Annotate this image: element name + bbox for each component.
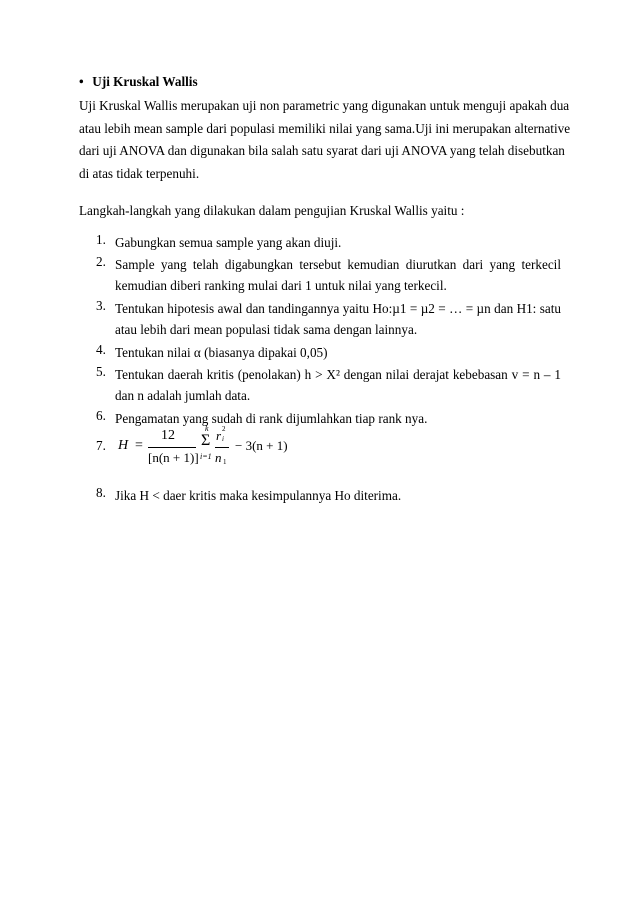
formula-tail: − 3(n + 1) [235, 438, 288, 453]
list-number: 3. [96, 298, 106, 313]
list-number: 1. [96, 232, 106, 247]
fraction-bar [148, 447, 196, 448]
list-number: 7. [96, 438, 106, 453]
section-title: Uji Kruskal Wallis [92, 74, 198, 89]
list-text: kemudian diberi ranking mulai dari 1 untuk nilai yang terkecil. [115, 278, 447, 293]
term-numerator-sup: 2 [222, 425, 226, 433]
term-numerator-sub: i [222, 435, 224, 443]
list-text: Tentukan daerah kritis (penolakan) h > X² dengan nilai derajat kebebasan v = n – 1 [115, 367, 561, 382]
list-number: 6. [96, 408, 106, 423]
section-heading [79, 74, 198, 90]
list-number: 5. [96, 364, 106, 379]
list-number: 4. [96, 342, 106, 357]
steps-intro: Langkah-langkah yang dilakukan dalam pengujian Kruskal Wallis yaitu : [79, 203, 465, 218]
intro-line: atau lebih mean sample dari populasi memiliki nilai yang sama.Uji ini merupakan alternative [79, 120, 571, 136]
list-number: 8. [96, 485, 106, 500]
bullet-icon: • [79, 74, 84, 89]
formula-lhs: H [118, 438, 129, 453]
list-number: 2. [96, 254, 106, 269]
list-text: Tentukan nilai α (biasanya dipakai 0,05) [115, 345, 328, 360]
term-denominator-sub: 1 [223, 458, 227, 466]
term-numerator: r [216, 428, 222, 443]
sum-lower-limit: i=1 [200, 452, 212, 461]
intro-line: Uji Kruskal Wallis merupakan uji non parametric yang digunakan untuk menguji apakah dua [79, 98, 570, 113]
intro-paragraph [79, 95, 571, 185]
list-text: Gabungkan semua sample yang akan diuji. [115, 235, 342, 250]
intro-line: dari uji ANOVA dan digunakan bila salah satu syarat dari uji ANOVA yang telah disebutkan [79, 143, 565, 159]
list-text: Sample yang telah digabungkan tersebut kemudian diurutkan dari yang terkecil [115, 257, 561, 272]
list-text: Jika H < daer kritis maka kesimpulannya Ho diterima. [115, 488, 402, 503]
kruskal-wallis-formula [113, 424, 293, 472]
formula-numerator: 12 [161, 428, 175, 443]
list-text: atau lebih dari mean populasi tidak sama dengan lainnya. [115, 322, 418, 337]
list-text: Tentukan hipotesis awal dan tandingannya yaitu Ho:µ1 = µ2 = … = µn dan H1: satu [115, 301, 561, 316]
intro-line: di atas tidak terpenuhi. [79, 165, 200, 181]
list-text: dan n adalah jumlah data. [115, 388, 251, 403]
term-fraction-bar [215, 447, 229, 448]
formula-equals: = [135, 438, 143, 453]
list-text: Pengamatan yang sudah di rank dijumlahkan tiap rank nya. [115, 411, 428, 426]
sum-symbol: Σ [201, 432, 211, 449]
sum-upper-limit: k [205, 424, 209, 433]
term-denominator: n [215, 450, 222, 465]
formula-denominator: [n(n + 1)] [148, 450, 199, 465]
